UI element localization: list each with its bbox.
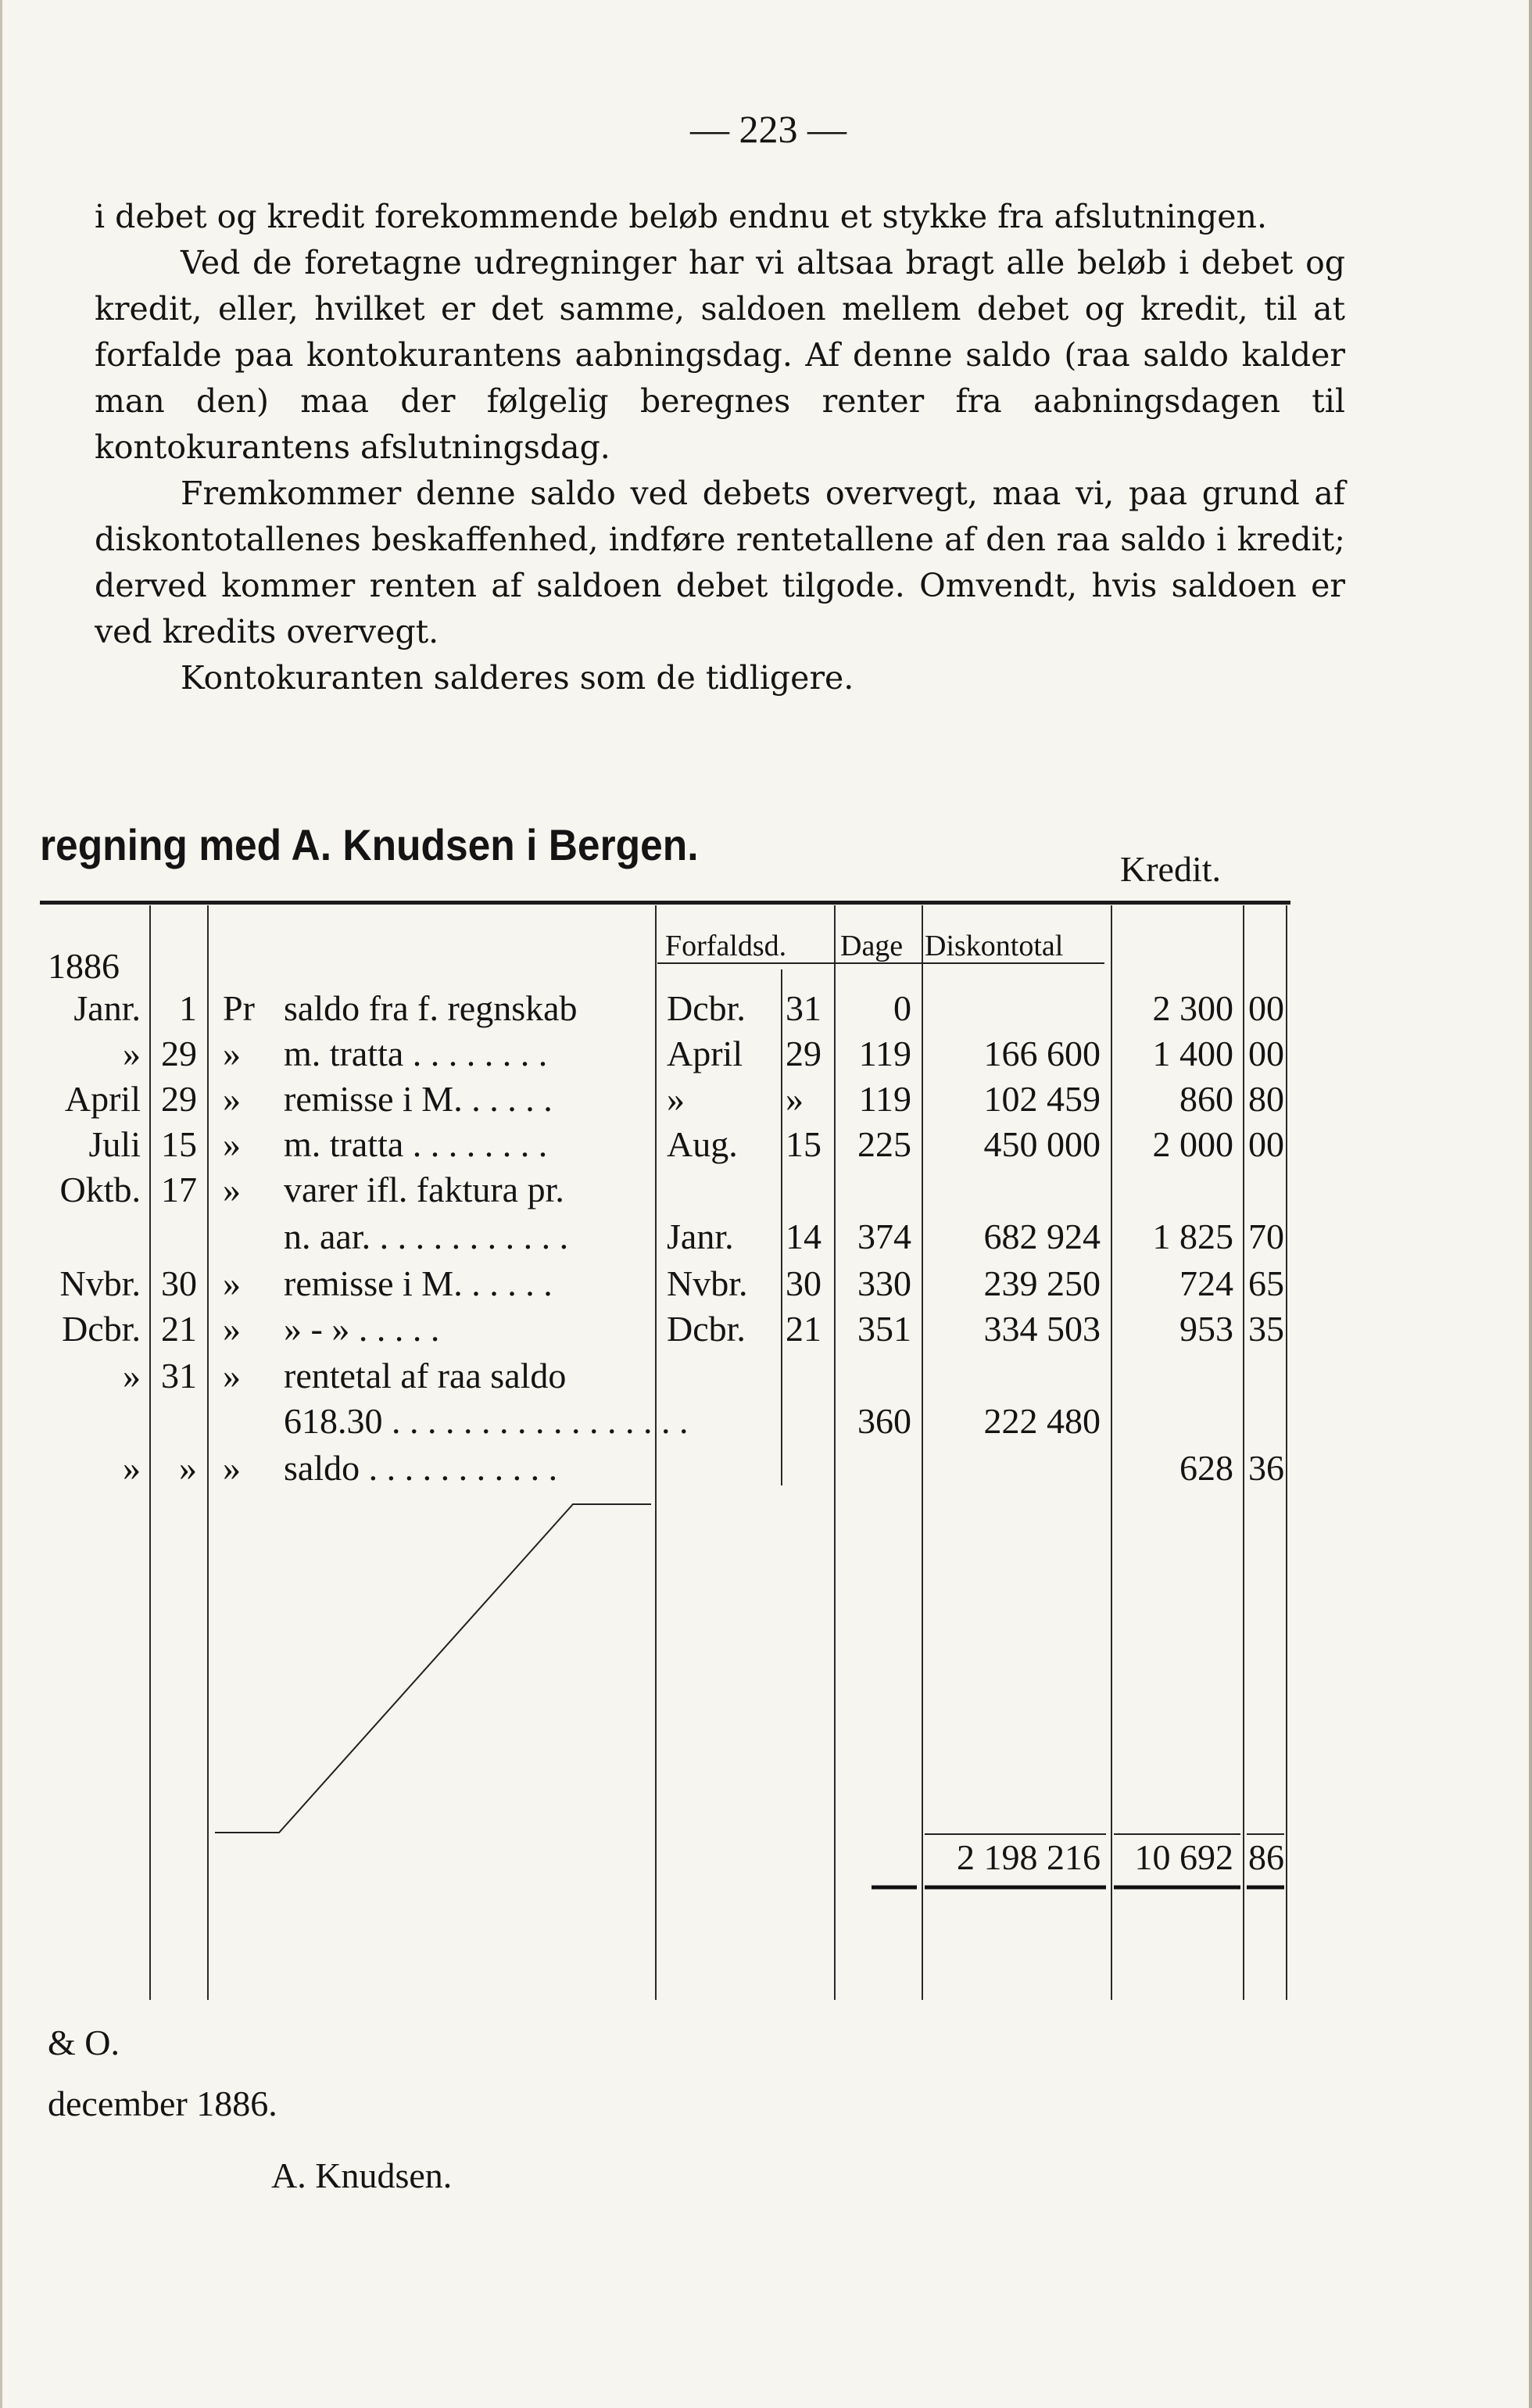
row-text: varer ifl. faktura pr. [284, 1170, 564, 1209]
row-kroner: 724 [1179, 1263, 1233, 1303]
row-ore: 65 [1248, 1263, 1284, 1303]
row-kroner: 2 000 [1152, 1124, 1233, 1164]
row-due-day: » [786, 1079, 804, 1119]
row-day: 29 [161, 1034, 197, 1073]
row-due-month: April [667, 1034, 743, 1073]
row-text: saldo fra f. regnskab [284, 988, 578, 1028]
row-day: » [179, 1448, 197, 1488]
row-ore: 35 [1248, 1309, 1284, 1349]
header-dage: Dage [840, 930, 904, 962]
row-day: 29 [161, 1079, 197, 1119]
row-prefix: » [223, 1170, 241, 1209]
row-days: 351 [857, 1309, 911, 1349]
row-month: Juli [88, 1124, 141, 1164]
row-days: 360 [857, 1401, 911, 1441]
row-text: rentetal af raa saldo [284, 1356, 567, 1396]
row-ore: 00 [1248, 1124, 1284, 1164]
row-ore: 80 [1248, 1079, 1284, 1119]
row-due-day: 29 [786, 1034, 821, 1073]
row-diskontotal: 334 503 [983, 1309, 1101, 1349]
row-kroner: 1 825 [1152, 1217, 1233, 1256]
row-due-month: Nvbr. [667, 1263, 748, 1303]
paragraph-1: i debet og kredit forekommende beløb endnu et stykke fra afslutningen. [95, 198, 1267, 235]
row-kroner: 953 [1179, 1309, 1233, 1349]
row-text: remisse i M. . . . . . [284, 1079, 553, 1119]
row-days: 0 [893, 988, 911, 1028]
row-text: 618.30 . . . . . . . . . . . . . . . . . [284, 1401, 689, 1441]
row-month: Janr. [73, 988, 141, 1028]
row-month: Dcbr. [62, 1309, 141, 1349]
row-due-day: 14 [786, 1217, 821, 1256]
row-text: m. tratta . . . . . . . . [284, 1124, 548, 1164]
row-prefix: » [223, 1124, 241, 1164]
row-ore: 36 [1248, 1448, 1284, 1488]
year-label: 1886 [48, 946, 120, 986]
row-diskontotal: 166 600 [983, 1034, 1101, 1073]
signature: A. Knudsen. [271, 2155, 453, 2195]
total-ore: 86 [1248, 1837, 1284, 1877]
row-text: » - » . . . . . [284, 1309, 440, 1349]
row-day: 15 [161, 1124, 197, 1164]
row-days: 330 [857, 1263, 911, 1303]
row-due-day: 31 [786, 988, 821, 1028]
row-kroner: 2 300 [1152, 988, 1233, 1028]
row-prefix: » [223, 1263, 241, 1303]
row-text: m. tratta . . . . . . . . [284, 1034, 548, 1073]
row-ore: 70 [1248, 1217, 1284, 1256]
row-ore: 00 [1248, 988, 1284, 1028]
footer-line-1: & O. [48, 2023, 120, 2062]
row-days: 119 [858, 1079, 911, 1119]
row-month: » [123, 1034, 141, 1073]
row-diskontotal: 102 459 [983, 1079, 1101, 1119]
row-days: 225 [857, 1124, 911, 1164]
row-diskontotal: 239 250 [983, 1263, 1101, 1303]
total-kroner: 10 692 [1134, 1837, 1233, 1877]
row-text: n. aar. . . . . . . . . . . . [284, 1217, 569, 1256]
row-due-day: 21 [786, 1309, 821, 1349]
row-day: 17 [161, 1170, 197, 1209]
page-number: — 223 — [690, 107, 847, 151]
row-prefix: » [223, 1309, 241, 1349]
header-diskontotal: Diskontotal [925, 930, 1064, 962]
row-month: » [123, 1448, 141, 1488]
row-prefix: » [223, 1356, 241, 1396]
row-due-month: Janr. [667, 1217, 734, 1256]
row-due-month: Dcbr. [667, 1309, 746, 1349]
row-text: saldo . . . . . . . . . . . [284, 1448, 558, 1488]
row-days: 374 [857, 1217, 911, 1256]
row-prefix: Pr [223, 988, 255, 1028]
row-ore: 00 [1248, 1034, 1284, 1073]
footer-date: december 1886. [48, 2084, 277, 2123]
row-days: 119 [858, 1034, 911, 1073]
row-kroner: 1 400 [1152, 1034, 1233, 1073]
account-heading: regning med A. Knudsen i Bergen. [40, 820, 699, 869]
row-month: April [64, 1079, 141, 1119]
row-due-day: 15 [786, 1124, 821, 1164]
row-due-day: 30 [786, 1263, 821, 1303]
kredit-label: Kredit. [1120, 849, 1222, 889]
row-month: Nvbr. [59, 1263, 141, 1303]
row-diskontotal: 450 000 [983, 1124, 1101, 1164]
paragraph-3: Fremkommer denne saldo ved debets overvegt, maa vi, paa grund af diskontotallenes beskaffenhed, indføre rentetallene af den raa saldo i kredit; derved kommer renten af saldoen debet tilgode. Omvendt, hvis saldoen er ved kredits overvegt. [95, 475, 1345, 650]
row-day: 21 [161, 1309, 197, 1349]
row-prefix: » [223, 1079, 241, 1119]
paragraph-2: Ved de foretagne udregninger har vi altsaa bragt alle beløb i debet og kredit, eller, hvilket er det samme, saldoen mellem debet og kredit, til at forfalde paa kontokurantens aabningsdag. Af denne saldo (raa saldo kalder man den) maa der følgelig beregnes renter fra aabningsdagen til kontokurantens afslutningsdag. [95, 244, 1345, 466]
row-kroner: 628 [1179, 1448, 1233, 1488]
row-text: remisse i M. . . . . . [284, 1263, 553, 1303]
row-diskontotal: 682 924 [983, 1217, 1101, 1256]
row-day: 30 [161, 1263, 197, 1303]
row-month: Oktb. [59, 1170, 141, 1209]
row-day: 1 [179, 988, 197, 1028]
row-due-month: Dcbr. [667, 988, 746, 1028]
row-month: » [123, 1356, 141, 1396]
row-prefix: » [223, 1448, 241, 1488]
total-diskontotal: 2 198 216 [957, 1837, 1101, 1877]
paragraph-4: Kontokuranten salderes som de tidligere. [181, 659, 854, 697]
row-day: 31 [161, 1356, 197, 1396]
row-due-month: Aug. [667, 1124, 738, 1164]
row-due-month: » [667, 1079, 685, 1119]
row-kroner: 860 [1179, 1079, 1233, 1119]
row-prefix: » [223, 1034, 241, 1073]
header-forfaldsd: Forfaldsd. [665, 930, 787, 962]
row-diskontotal: 222 480 [983, 1401, 1101, 1441]
